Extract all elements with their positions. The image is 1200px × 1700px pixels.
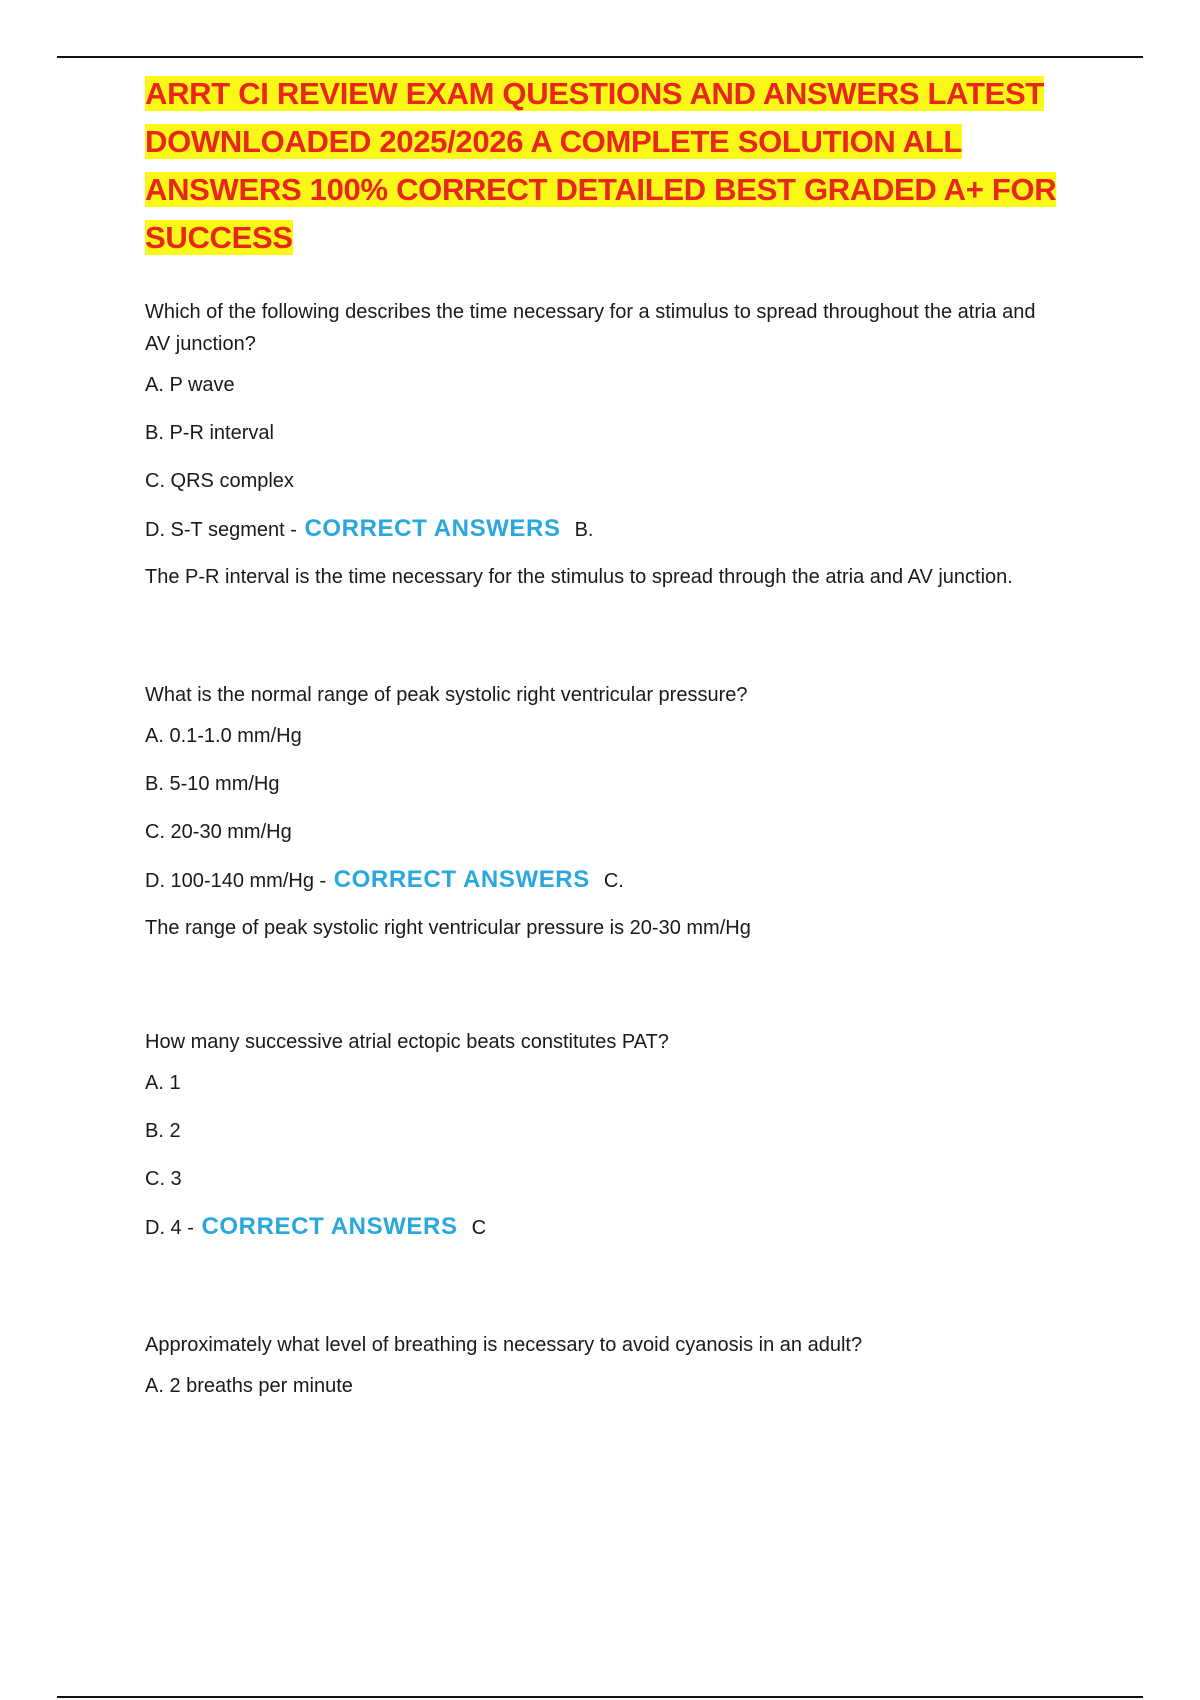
option-b: B. 2 — [145, 1120, 181, 1142]
question-block-4 — [145, 1329, 1065, 1399]
question-text: What is the normal range of peak systolic right ventricular pressure? — [145, 684, 748, 706]
answer-explanation: The range of peak systolic right ventricular pressure is 20-30 mm/Hg — [145, 917, 751, 939]
question-block-3 — [145, 1026, 1065, 1241]
question-block-2 — [145, 679, 1065, 944]
option-d: D. 100-140 mm/Hg - — [145, 870, 327, 892]
question-block-1 — [145, 296, 1065, 593]
correct-answers-label: CORRECT ANSWERS — [304, 515, 561, 542]
question-text: Approximately what level of breathing is necessary to avoid cyanosis in an adult? — [145, 1334, 863, 1356]
question-text: Which of the following describes the time necessary for a stimulus to spread throughout the atria and AV junction? — [145, 301, 1036, 355]
option-c: C. 20-30 mm/Hg — [145, 821, 292, 843]
option-b: B. 5-10 mm/Hg — [145, 773, 280, 795]
document-body — [145, 70, 1065, 1421]
answer-explanation: The P-R interval is the time necessary for the stimulus to spread through the atria and AV junction. — [145, 566, 1013, 588]
correct-answers-label: CORRECT ANSWERS — [333, 866, 590, 893]
option-a: A. 1 — [145, 1072, 181, 1094]
answer-value: B. — [574, 519, 594, 541]
answer-value: C. — [603, 870, 624, 892]
option-d-with-answer — [145, 516, 1065, 543]
question-text: How many successive atrial ectopic beats constitutes PAT? — [145, 1031, 669, 1053]
document-title — [145, 70, 1065, 262]
title-highlight: ARRT CI REVIEW EXAM QUESTIONS AND ANSWERS LATEST DOWNLOADED 2025/2026 A COMPLETE SOLUTION ALL ANSWERS 100% CORRECT DETAILED BEST GRADED A+ FOR SUCCESS — [145, 76, 1057, 255]
option-b: B. P-R interval — [145, 422, 274, 444]
option-d-with-answer — [145, 867, 1065, 894]
option-d: D. 4 - — [145, 1217, 194, 1239]
option-c: C. 3 — [145, 1168, 182, 1190]
correct-answers-label: CORRECT ANSWERS — [201, 1213, 458, 1240]
option-a: A. P wave — [145, 374, 235, 396]
option-d: D. S-T segment - — [145, 519, 297, 541]
option-c: C. QRS complex — [145, 470, 294, 492]
top-rule — [57, 56, 1143, 58]
option-d-with-answer — [145, 1214, 1065, 1241]
bottom-rule — [57, 1696, 1143, 1698]
answer-value: C — [471, 1217, 487, 1239]
option-a: A. 2 breaths per minute — [145, 1375, 353, 1397]
option-a: A. 0.1-1.0 mm/Hg — [145, 725, 302, 747]
